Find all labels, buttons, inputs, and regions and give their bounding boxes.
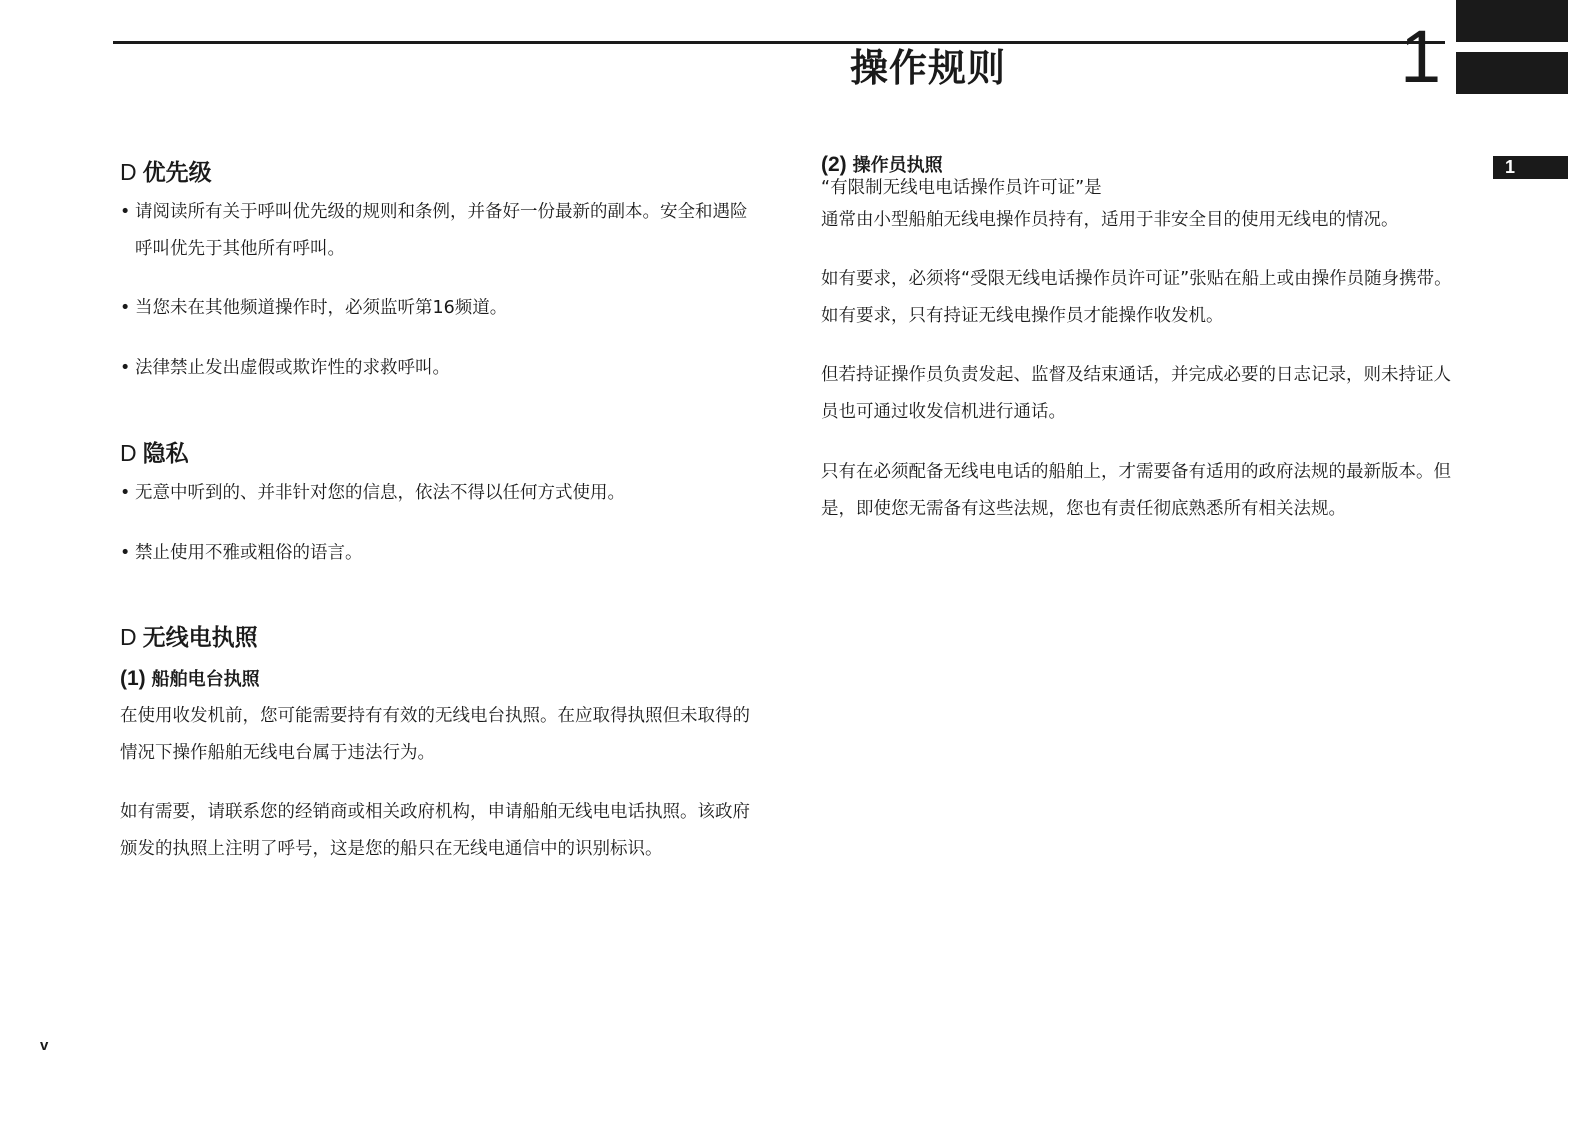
paragraph: 通常由小型船舶无线电操作员持有，适用于非安全目的使用无线电的情况。 (821, 210, 1399, 230)
bullet-dot: • (120, 483, 131, 503)
paragraph: 只有在必须配备无线电电话的船舶上，才需要备有适用的政府法规的最新版本。但是，即使您无需备有这些法规，您也有责任彻底熟悉所有相关法规。 (821, 462, 1451, 519)
bullet-text: 禁止使用不雅或粗俗的语言。 (135, 543, 363, 563)
bullet-dot: • (120, 358, 131, 378)
section-heading-licenses (120, 622, 258, 653)
side-chapter-tab: 1 (1493, 156, 1568, 179)
paragraph: 在使用收发机前，您可能需要持有有效的无线电台执照。在应取得执照但未取得的情况下操作船舶无线电台属于违法行为。 (120, 706, 750, 763)
paragraph: 但若持证操作员负责发起、监督及结束通话，并完成必要的日志记录，则未持证人员也可通过收发信机进行通话。 (821, 365, 1451, 422)
chapter-tab-block-upper (1456, 0, 1568, 42)
bullet-text: 无意中听到的、并非针对您的信息，依法不得以任何方式使用。 (135, 483, 625, 503)
bullet-dot: • (120, 543, 131, 563)
bullet-item (120, 194, 760, 268)
bullet-text: 请阅读所有关于呼叫优先级的规则和条例，并备好一份最新的副本。安全和遇险呼叫优先于其他所有呼叫。 (135, 202, 748, 259)
bullet-item (120, 350, 760, 387)
section-title: 优先级 (142, 160, 212, 186)
section-marker: D (120, 159, 137, 185)
chapter-number: 1 (1400, 15, 1442, 98)
section-title: 无线电执照 (142, 625, 258, 651)
section-heading-privacy (120, 438, 189, 469)
bullet-dot: • (120, 202, 131, 222)
bullet-item (120, 475, 760, 512)
section-marker: D (120, 624, 137, 650)
page-number: v (40, 1037, 49, 1054)
subheading-ship-station-license (120, 666, 260, 693)
subheading-number: (1) (120, 667, 146, 690)
paragraph: 如有要求，必须将“受限无线电话操作员许可证”张贴在船上或由操作员随身携带。如有要求，只有持证无线电操作员才能操作收发机。 (821, 269, 1452, 326)
subheading-title: 船舶电台执照 (151, 669, 260, 690)
bullet-item (120, 535, 760, 572)
section-heading-priority (120, 157, 212, 188)
section-marker: D (120, 440, 137, 466)
subheading-number: (2) (821, 153, 847, 176)
chapter-tab-block-lower (1456, 52, 1568, 94)
header-rule (113, 41, 1445, 44)
subheading-title: 操作员执照 (852, 155, 943, 176)
chapter-title: 操作规则 (850, 46, 1007, 90)
paragraph: 如有需要，请联系您的经销商或相关政府机构，申请船舶无线电电话执照。该政府颁发的执照上注明了呼号，这是您的船只在无线电通信中的识别标识。 (120, 802, 750, 859)
bullet-item (120, 290, 760, 327)
bullet-dot: • (120, 298, 131, 318)
bullet-text: 当您未在其他频道操作时，必须监听第16频道。 (135, 298, 508, 318)
paragraph-lead: “有限制无线电电话操作员许可证”是 (821, 178, 1102, 198)
section-title: 隐私 (142, 441, 189, 467)
bullet-text: 法律禁止发出虚假或欺诈性的求救呼叫。 (135, 358, 450, 378)
